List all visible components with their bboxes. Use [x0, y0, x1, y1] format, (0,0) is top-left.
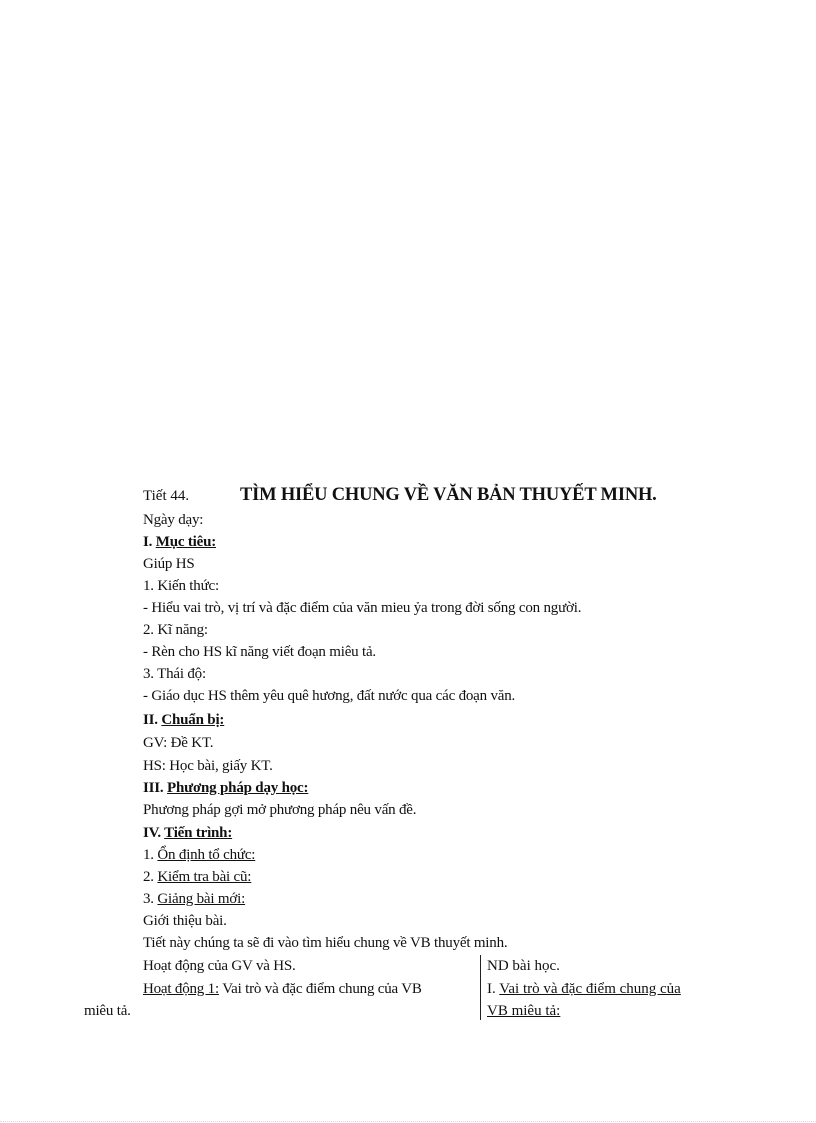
section-4-title: Tiến trình:	[164, 825, 233, 841]
step-3-number: 3.	[143, 891, 154, 907]
teacher-prep: GV: Đề KT.	[143, 735, 214, 751]
lesson-intro-text: Tiết này chúng ta sẽ đi vào tìm hiểu chung về VB thuyết minh.	[143, 935, 508, 951]
skills-text: - Rèn cho HS kĩ năng viết đoạn miêu tả.	[143, 644, 376, 660]
section-3-title: Phương pháp dạy học:	[167, 780, 309, 796]
lesson-title: TÌM HIỂU CHUNG VỀ VĂN BẢN THUYẾT MINH.	[240, 485, 657, 505]
section-1-intro: Giúp HS	[143, 556, 195, 572]
knowledge-text: - Hiểu vai trò, vị trí và đặc điểm của văn mieu ỷa trong đời sống con người.	[143, 600, 582, 616]
section-1-heading	[143, 532, 216, 552]
section-2-heading	[143, 710, 224, 730]
activity-1	[143, 979, 422, 999]
section-1-number: I.	[143, 534, 153, 550]
step-1-number: 1.	[143, 847, 154, 863]
activity-1-label: Hoạt động 1:	[143, 981, 219, 997]
section-4-heading	[143, 823, 232, 843]
skills-label: 2. Kĩ năng:	[143, 622, 208, 638]
section-1-title: Mục tiêu:	[155, 534, 217, 550]
section-3-heading	[143, 778, 308, 798]
student-prep: HS: Học bài, giấy KT.	[143, 758, 273, 774]
section-2-number: II.	[143, 712, 158, 728]
step-1	[143, 845, 255, 865]
content-heading-2: VB miêu tả:	[487, 1003, 561, 1019]
step-1-label: Ổn định tổ chức:	[157, 847, 256, 863]
content-heading-1	[487, 979, 681, 999]
step-2	[143, 867, 251, 887]
content-heading-1-text: Vai trò và đặc điểm chung của	[499, 981, 681, 997]
activity-1-text: Vai trò và đặc điểm chung của VB	[218, 981, 422, 997]
section-3-number: III.	[143, 780, 164, 796]
step-3	[143, 889, 245, 909]
section-4-number: IV.	[143, 825, 161, 841]
knowledge-label: 1. Kiến thức:	[143, 578, 219, 594]
left-column-header: Hoạt động của GV và HS.	[143, 958, 296, 974]
section-2-title: Chuẩn bị:	[161, 712, 225, 728]
page-bottom-border	[0, 1121, 816, 1122]
step-3-label: Giảng bài mới:	[157, 891, 246, 907]
right-column-header: ND bài học.	[487, 958, 560, 974]
step-2-label: Kiểm tra bài cũ:	[157, 869, 252, 885]
step-2-number: 2.	[143, 869, 154, 885]
lesson-intro: Giới thiệu bài.	[143, 913, 227, 929]
teaching-date: Ngày dạy:	[143, 512, 204, 528]
attitude-label: 3. Thái độ:	[143, 666, 206, 682]
content-number: I.	[487, 981, 496, 997]
title-row	[143, 485, 657, 506]
activity-1-text-continued: miêu tả.	[84, 1003, 131, 1019]
column-divider	[480, 955, 481, 1020]
attitude-text: - Giáo dục HS thêm yêu quê hương, đất nước qua các đoạn văn.	[143, 688, 516, 704]
method-text: Phương pháp gợi mở phương pháp nêu vấn đề.	[143, 802, 417, 818]
lesson-number: Tiết 44.	[143, 488, 190, 504]
